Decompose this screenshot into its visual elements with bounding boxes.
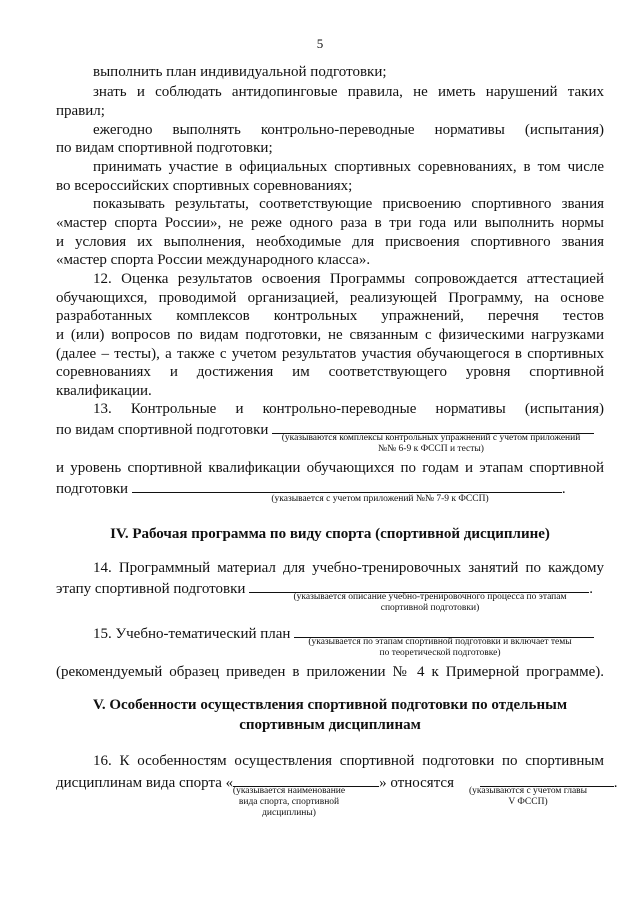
footnote-label: (указываются с учетом главы xyxy=(468,786,588,796)
text-line: по видам спортивной подготовки; xyxy=(56,140,273,156)
text-line: (рекомендуемый образец приведен в приложении № 4 к Примерной программе). xyxy=(56,664,604,680)
footnote-label: вида спорта, спортивной xyxy=(238,797,340,807)
text-line: знать и соблюдать антидопинговые правила, не иметь нарушений таких xyxy=(93,84,604,100)
footnote-label: (указывается наименование xyxy=(232,786,346,796)
text-line: выполнить план индивидуальной подготовки; xyxy=(93,64,387,80)
text-line: (далее – тесты), а также с учетом результатов участия обучающегося в спортивных xyxy=(56,346,604,362)
fill-in-blank xyxy=(233,772,379,787)
text-line: и (или) вопросов по видам подготовки, не связанным с физическими нагрузками xyxy=(56,327,604,343)
period: . xyxy=(613,775,618,791)
text-fragment: дисциплинам вида спорта « xyxy=(56,775,234,791)
fill-in-blank xyxy=(249,578,589,593)
fill-in-blank xyxy=(132,478,562,493)
text-fragment: этапу спортивной подготовки xyxy=(56,581,246,597)
footnote-label: (указывается описание учебно-тренировочного процесса по этапам xyxy=(293,592,567,602)
period: . xyxy=(589,581,593,597)
text-line: показывать результаты, соответствующие присвоению спортивного звания xyxy=(93,196,604,212)
text-fragment: подготовки xyxy=(56,481,129,497)
text-line: «мастер спорта России», не реже одного раза в три года или выполнить нормы xyxy=(56,215,604,231)
text-line: 12. Оценка результатов освоения Программы сопровождается аттестацией xyxy=(93,271,604,287)
footnote-label: по теоретической подготовке) xyxy=(379,648,501,658)
text-fragment: » относятся xyxy=(379,775,454,791)
text-line: обучающихся, проводимой организацией, реализующей Программу, на основе xyxy=(56,290,604,306)
footnote-label: (указывается с учетом приложений №№ 7-9 к ФССП) xyxy=(271,494,489,504)
text-fragment: 15. Учебно-тематический план xyxy=(93,626,291,642)
text-line: соревнованиях и достижения им соответствующего уровня спортивной xyxy=(56,364,604,380)
text-line: разработанных комплексов контрольных упражнений, перечня тестов xyxy=(56,308,604,324)
footnote-label: (указываются комплексы контрольных упражнений с учетом приложений xyxy=(281,433,581,443)
fill-in-blank xyxy=(272,419,594,434)
text-line: 13. Контрольные и контрольно-переводные нормативы (испытания) xyxy=(93,401,604,417)
text-line: и уровень спортивной квалификации обучающихся по годам и этапам спортивной xyxy=(56,460,604,476)
footnote-label: дисциплины) xyxy=(262,808,316,818)
section-heading: спортивным дисциплинам xyxy=(239,717,421,733)
page-number: 5 xyxy=(316,36,324,51)
footnote-label: спортивной подготовки) xyxy=(380,603,480,613)
text-line: 16. К особенностям осуществления спортивной подготовки по спортивным xyxy=(93,753,604,769)
footnote-label: (указывается по этапам спортивной подготовки и включает темы xyxy=(308,637,572,647)
footnote-label: V ФССП) xyxy=(508,797,548,807)
text-line: во всероссийских спортивных соревнованиях; xyxy=(56,178,353,194)
text-line: квалификации. xyxy=(56,383,152,399)
text-line: правил; xyxy=(56,103,105,119)
text-line: ежегодно выполнять контрольно-переводные нормативы (испытания) xyxy=(93,122,604,138)
period: . xyxy=(561,481,566,497)
text-line: 14. Программный материал для учебно-тренировочных занятий по каждому xyxy=(93,560,604,576)
section-heading: IV. Рабочая программа по виду спорта (спортивной дисциплине) xyxy=(110,526,550,542)
footnote-label: №№ 6-9 к ФССП и тесты) xyxy=(378,444,484,454)
fill-in-blank xyxy=(294,623,594,638)
text-fragment: по видам спортивной подготовки xyxy=(56,422,269,438)
text-line: и условия их выполнения, необходимые для присвоения спортивного звания xyxy=(56,234,604,250)
text-line: принимать участие в официальных спортивных соревнованиях, в том числе xyxy=(93,159,604,175)
fill-in-blank xyxy=(480,772,614,787)
section-heading: V. Особенности осуществления спортивной подготовки по отдельным xyxy=(92,697,568,713)
text-line: «мастер спорта России международного класса». xyxy=(56,252,371,268)
